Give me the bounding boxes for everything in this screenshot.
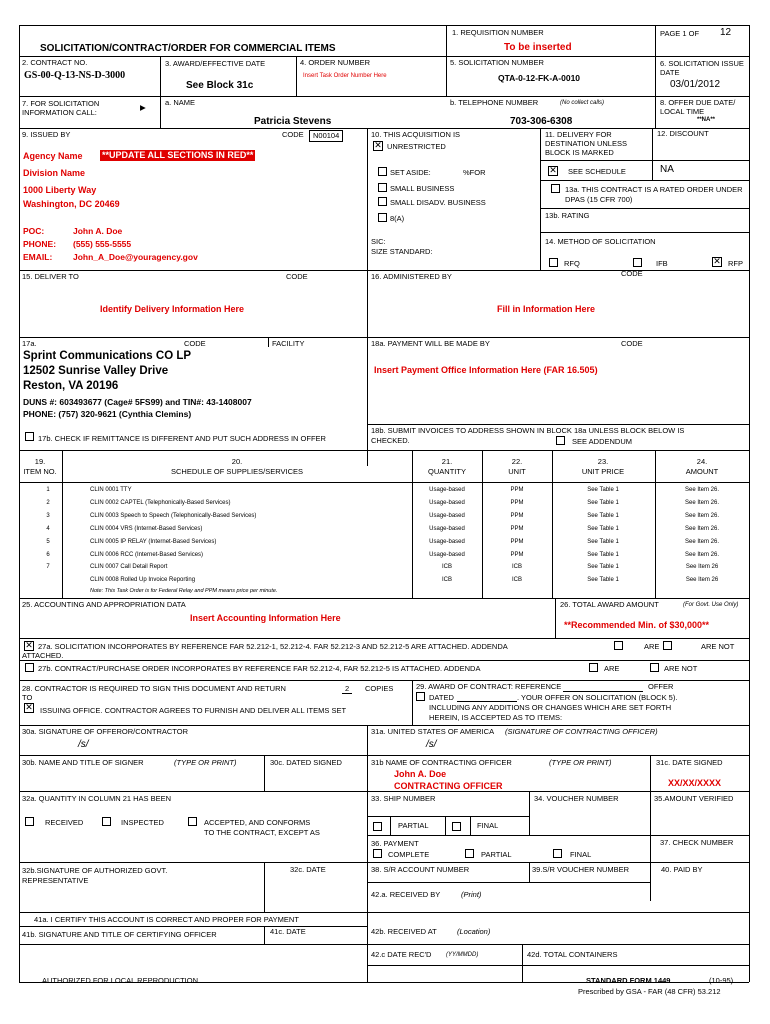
tel-value[interactable]: 703-306-6308 [510, 116, 573, 127]
deliver-to-label: 15. DELIVER TO [22, 272, 79, 281]
sic-label: SIC: [371, 237, 386, 246]
item-qty: ICB [441, 577, 453, 583]
local-reproduction: AUTHORIZED FOR LOCAL REPRODUCTION [42, 976, 198, 985]
accounting-value[interactable]: Insert Accounting Information Here [190, 613, 341, 623]
item-no: 7 [46, 564, 50, 570]
col-unit-price: UNIT PRICE [581, 467, 625, 476]
arrow-right-icon: ▶ [140, 103, 146, 112]
item-qty: Usage-based [429, 526, 465, 532]
eight-a-checkbox[interactable] [378, 213, 387, 222]
update-note: **UPDATE ALL SECTIONS IN RED** [102, 150, 254, 160]
rfp-checkbox[interactable]: ✕ [713, 257, 721, 267]
contract-no-label: 2. CONTRACT NO. [22, 58, 88, 67]
b27b-are-not-label: ARE NOT [664, 664, 698, 673]
item-qty: Usage-based [429, 487, 465, 493]
col-21-num: 21. [441, 457, 453, 466]
page-total: 12 [720, 27, 732, 38]
b31a-label: 31a. UNITED STATES OF AMERICA [371, 727, 495, 736]
received-label: RECEIVED [45, 818, 84, 827]
name-label: a. NAME [165, 98, 196, 107]
item-amount: See Item 26 [685, 564, 719, 570]
tel-label: b. TELEPHONE NUMBER [450, 98, 539, 107]
co-name[interactable]: John A. Doe [394, 769, 447, 779]
division-name[interactable]: Division Name [23, 168, 86, 178]
b31c-label: 31c. DATE SIGNED [656, 758, 723, 767]
b34-label: 34. VOUCHER NUMBER [534, 794, 619, 803]
ifb-checkbox[interactable] [633, 258, 642, 267]
item-unit: PPM [510, 513, 524, 519]
b36-final-checkbox[interactable] [553, 849, 562, 858]
invoice-label: 18b. SUBMIT INVOICES TO ADDRESS SHOWN IN BLOCK 18a UNLESS BLOCK BELOW IS CHECKED. [371, 426, 685, 445]
b29-your-offer: . YOUR OFFER ON SOLICITATION (BLOCK 5). [517, 693, 678, 702]
email-value[interactable]: John_A_Doe@youragency.gov [73, 252, 198, 262]
b33-divider-3 [470, 816, 471, 835]
total-award-note: (For Govt. Use Only) [683, 602, 739, 608]
remittance-label: 17b. CHECK IF REMITTANCE IS DIFFERENT AND PUT SUCH ADDRESS IN OFFER [38, 434, 326, 443]
small-business-checkbox[interactable] [378, 183, 387, 192]
col-quantity: QUANTITY [428, 467, 466, 476]
b30a-label: 30a. SIGNATURE OF OFFEROR/CONTRACTOR [22, 727, 188, 736]
payment-code-label: CODE [621, 339, 643, 348]
col-amount: AMOUNT [685, 467, 719, 476]
complete-checkbox[interactable] [373, 849, 382, 858]
item-price: See Table 1 [587, 487, 619, 493]
item-price: See Table 1 [587, 526, 619, 532]
b30b-label: 30b. NAME AND TITLE OF SIGNER [22, 758, 144, 767]
b42a-note: (Print) [461, 890, 482, 899]
contractor-phone[interactable]: PHONE: (757) 320-9621 (Cynthia Clemins) [23, 409, 192, 419]
payment-label: 18a. PAYMENT WILL BE MADE BY [371, 339, 490, 348]
agency-name[interactable]: Agency Name [23, 151, 83, 161]
b41a-label: 41a. I CERTIFY THIS ACCOUNT IS CORRECT AND PROPER FOR PAYMENT [34, 915, 299, 924]
b36-partial-checkbox[interactable] [465, 849, 474, 858]
b28-checkbox[interactable]: ✕ [25, 703, 33, 713]
b36-final-label: FINAL [570, 850, 592, 859]
rfq-checkbox[interactable] [549, 258, 558, 267]
b27b-checkbox[interactable] [25, 663, 34, 672]
rated-order-label: 13a. THIS CONTRACT IS A RATED ORDER UNDER DPAS (15 CFR 700) [565, 185, 743, 204]
accounting-label: 25. ACCOUNTING AND APPROPRIATION DATA [22, 600, 186, 609]
ifb-label: IFB [656, 259, 668, 268]
offer-due-value[interactable]: **NA** [697, 117, 716, 123]
b32a-label: 32a. QUANTITY IN COLUMN 21 HAS BEEN [22, 794, 172, 803]
item-amount: See Item 26. [684, 539, 720, 545]
phone-value[interactable]: (555) 555-5555 [73, 239, 132, 249]
col-unit: UNIT [508, 467, 526, 476]
form-title: SOLICITATION/CONTRACT/ORDER FOR COMMERCIAL ITEMS [40, 43, 336, 54]
item-unit: PPM [510, 539, 524, 545]
b28-copies: COPIES [365, 684, 394, 693]
b33-divider-1 [390, 816, 391, 835]
total-award-value[interactable]: **Recommended Min. of $30,000** [564, 620, 710, 630]
item-unit: PPM [510, 487, 524, 493]
b42b-note: (Location) [457, 927, 491, 936]
order-no-label: 4. ORDER NUMBER [300, 58, 371, 67]
b27a-attached: ATTACHED. [22, 651, 64, 660]
b36-partial-label: PARTIAL [481, 850, 512, 859]
phone-label: PHONE: [23, 239, 57, 249]
item-desc: CLIN 0007 Call Detail Report [90, 564, 168, 570]
eight-a-label: 8(A) [390, 214, 405, 223]
b29-herein: HEREIN, IS ACCEPTED AS TO ITEMS: [429, 713, 563, 722]
delivery-label: 11. DELIVERY FOR DESTINATION UNLESS BLOCK IS MARKED [545, 130, 627, 157]
col-23-num: 23. [597, 457, 609, 466]
see-schedule-label: SEE SCHEDULE [568, 167, 626, 176]
deliver-code-label: CODE [286, 272, 308, 281]
item-desc: CLIN 0003 Speech to Speech (Telephonically-Based Services) [90, 513, 257, 519]
item-desc: CLIN 0005 IP RELAY (Internet-Based Services) [90, 539, 217, 545]
to-contract-label: TO THE CONTRACT, EXCEPT AS [204, 828, 320, 837]
issued-by-label: 9. ISSUED BY [22, 130, 71, 139]
requisition-label: 1. REQUISITION NUMBER [452, 28, 544, 37]
small-disadv-label: SMALL DISADV. BUSINESS [390, 198, 486, 207]
b27b-are-checkbox[interactable] [589, 663, 598, 672]
b33-partial-label: PARTIAL [398, 821, 429, 830]
b33-partial-checkbox[interactable] [373, 822, 382, 831]
item-amount: See Item 26. [684, 500, 720, 506]
rfp-label: RFP [728, 259, 743, 268]
name-value[interactable]: Patricia Stevens [254, 116, 332, 127]
b31b-label: 31b NAME OF CONTRACTING OFFICER [371, 758, 512, 767]
acquisition-label: 10. THIS ACQUISITION IS [371, 130, 461, 139]
sol-no-label: 5. SOLICITATION NUMBER [450, 58, 544, 67]
b30c-label: 30c. DATED SIGNED [270, 758, 342, 767]
item-desc: CLIN 0002 CAPTEL (Telephonically-Based Services) [90, 500, 231, 506]
item-unit: ICB [511, 577, 523, 583]
item-unit: PPM [510, 526, 524, 532]
unrestricted-label: UNRESTRICTED [387, 142, 446, 151]
item-unit: PPM [510, 500, 524, 506]
col-22-num: 22. [511, 457, 523, 466]
b30b-note: (TYPE OR PRINT) [174, 758, 237, 767]
b28-copies-num[interactable]: 2 [342, 685, 352, 694]
discount-value[interactable]: NA [660, 164, 674, 175]
item-qty: Usage-based [429, 500, 465, 506]
item-qty: Usage-based [429, 552, 465, 558]
set-aside-checkbox[interactable] [378, 167, 387, 176]
payment-value[interactable]: Insert Payment Office Information Here (FAR 16.505) [374, 365, 598, 375]
complete-label: COMPLETE [388, 850, 430, 859]
addendum-checkbox[interactable] [556, 436, 565, 445]
b37-label: 37. CHECK NUMBER [660, 838, 734, 847]
contractor-address-1[interactable]: 12502 Sunrise Valley Drive [23, 365, 169, 377]
b33-final-label: FINAL [477, 821, 499, 830]
see-addendum-label: SEE ADDENDUM [572, 437, 633, 446]
standard-form: STANDARD FORM 1449 [586, 976, 671, 985]
b42c-note: (YY/MMDD) [446, 952, 479, 958]
b31a-signature[interactable]: /s/ [426, 739, 437, 750]
b27b-label: 27b. CONTRACT/PURCHASE ORDER INCORPORATES BY REFERENCE FAR 52.212-4, FAR 52.212-5 IS ATTACHED. ADDENDA [38, 664, 481, 673]
b27a-label: 27a. SOLICITATION INCORPORATES BY REFERENCE FAR 52.212-1, 52.212-4. FAR 52.212-3 AND 52.212-5 ARE ATTACHED. ADDENDA [38, 642, 508, 651]
b27a-checkbox[interactable]: ✕ [25, 641, 33, 651]
b42d-label: 42d. TOTAL CONTAINERS [527, 950, 618, 959]
item-no: 1 [46, 487, 50, 493]
rated-order-checkbox[interactable] [551, 184, 560, 193]
b40-label: 40. PAID BY [661, 865, 703, 874]
b41b-label: 41b. SIGNATURE AND TITLE OF CERTIFYING OFFICER [22, 930, 217, 939]
facility-label: FACILITY [272, 339, 305, 348]
b27a-are-not-label: ARE NOT [701, 642, 735, 651]
item-price: See Table 1 [587, 564, 619, 570]
b27a-are-checkbox[interactable] [614, 641, 623, 650]
b42a-label: 42.a. RECEIVED BY [371, 890, 441, 899]
b42b-label: 42b. RECEIVED AT [371, 927, 437, 936]
b31a-note: (SIGNATURE OF CONTRACTING OFFICER) [505, 727, 658, 736]
item-price: See Table 1 [587, 552, 619, 558]
contractor-address-2[interactable]: Reston, VA 20196 [23, 380, 119, 392]
facility-divider [268, 337, 269, 347]
b27a-are-label: ARE [644, 642, 660, 651]
b29-including: INCLUDING ANY ADDITIONS OR CHANGES WHICH ARE SET FORTH [429, 703, 672, 712]
item-unit: PPM [510, 552, 524, 558]
item-price: See Table 1 [587, 500, 619, 506]
item-qty: Usage-based [429, 513, 465, 519]
item-amount: See Item 26. [684, 552, 720, 558]
sol-info-label: 7. FOR SOLICITATION INFORMATION CALL: [22, 99, 100, 117]
co-title[interactable]: CONTRACTING OFFICER [394, 782, 503, 790]
item-desc: CLIN 0006 RCC (Internet-Based Services) [90, 552, 204, 558]
item-desc: CLIN 0008 Rolled Up Invoice Reporting [90, 577, 196, 583]
page-label: PAGE 1 OF [660, 29, 700, 38]
item-price: See Table 1 [587, 539, 619, 545]
contractor-name[interactable]: Sprint Communications CO LP [23, 350, 192, 362]
sol-no-value[interactable]: QTA-0-12-FK-A-0010 [498, 73, 581, 83]
b30a-signature[interactable]: /s/ [78, 739, 89, 750]
b29-checkbox[interactable] [416, 692, 425, 701]
tel-note: (No collect calls) [560, 100, 605, 106]
b38-label: 38. S/R ACCOUNT NUMBER [371, 865, 470, 874]
received-checkbox[interactable] [25, 817, 34, 826]
item-amount: See Item 26. [684, 487, 720, 493]
size-standard-label: SIZE STANDARD: [371, 247, 433, 256]
b31c-value[interactable]: XX/XX/XXXX [668, 778, 722, 788]
col-24-num: 24. [696, 457, 708, 466]
order-no-value[interactable]: Insert Task Order Number Here [303, 73, 387, 79]
b33-divider-2 [445, 816, 446, 835]
unrestricted-checkbox[interactable]: ✕ [374, 141, 382, 151]
b41c-label: 41c. DATE [270, 927, 306, 936]
item-amount: See Item 26. [684, 526, 720, 532]
remittance-checkbox[interactable] [25, 432, 34, 441]
inspected-checkbox[interactable] [102, 817, 111, 826]
item-no: 5 [46, 539, 50, 545]
item-no: 3 [46, 513, 50, 519]
offer-due-label: 8. OFFER DUE DATE/ LOCAL TIME [660, 98, 736, 116]
item-no: 2 [46, 500, 50, 506]
award-date-label: 3. AWARD/EFFECTIVE DATE [165, 59, 266, 68]
b33-row-line [367, 816, 529, 817]
issued-code-label: CODE [282, 130, 304, 139]
b28-to: TO [22, 693, 33, 702]
email-label: EMAIL: [23, 252, 53, 262]
b39-label: 39.S/R VOUCHER NUMBER [532, 865, 630, 874]
item-desc: CLIN 0001 TTY [90, 487, 132, 493]
address-line-1[interactable]: 1000 Liberty Way [23, 185, 97, 195]
duns[interactable]: DUNS #: 603493677 (Cage# 5FS99) and TIN#: 43-1408007 [23, 397, 252, 407]
contract-no-value[interactable]: GS-00-Q-13-NS-D-3000 [24, 70, 126, 81]
poc-value[interactable]: John A. Doe [73, 226, 123, 236]
small-business-label: SMALL BUSINESS [390, 184, 455, 193]
b33-final-checkbox[interactable] [452, 822, 461, 831]
item-price: See Table 1 [587, 513, 619, 519]
b35-label: 35.AMOUNT VERIFIED [654, 794, 734, 803]
sol-date-label: 6. SOLICITATION ISSUE DATE [660, 59, 744, 77]
small-disadv-checkbox[interactable] [378, 197, 387, 206]
item-qty: ICB [441, 564, 453, 570]
requisition-value[interactable]: To be inserted [504, 42, 572, 53]
address-line-2[interactable]: Washington, DC 20469 [23, 199, 120, 209]
b28-label: 28. CONTRACTOR IS REQUIRED TO SIGN THIS DOCUMENT AND RETURN [22, 684, 286, 693]
b32b-label: 32b.SIGNATURE OF AUTHORIZED GOVT. REPRESENTATIVE [22, 866, 168, 885]
method-code-label: CODE [621, 269, 643, 278]
deliver-to-value[interactable]: Identify Delivery Information Here [100, 304, 245, 314]
item-desc: CLIN 0004 VRS (Internet-Based Services) [90, 526, 203, 532]
pct-for-label: %FOR [463, 168, 486, 177]
item-no: 4 [46, 526, 50, 532]
award-date-value[interactable]: See Block 31c [186, 80, 254, 91]
b29-label: 29. AWARD OF CONTRACT: REFERENCE [416, 682, 562, 691]
b27a-are-not-checkbox[interactable] [663, 641, 672, 650]
col-19-num: 19. [34, 457, 46, 466]
accepted-checkbox[interactable] [188, 817, 197, 826]
rfq-label: RFQ [564, 259, 580, 268]
poc-label: POC: [23, 226, 45, 236]
b27b-are-not-checkbox[interactable] [650, 663, 659, 672]
standard-form-rev: (10-95) [709, 976, 734, 985]
b36-label: 36. PAYMENT [371, 839, 419, 848]
item-amount: See Item 26 [685, 577, 719, 583]
discount-label: 12. DISCOUNT [657, 129, 709, 138]
b29-offer: OFFER [648, 682, 674, 691]
rating-label: 13b. RATING [545, 211, 590, 220]
b32c-label: 32c. DATE [290, 865, 326, 874]
inspected-label: INSPECTED [121, 818, 164, 827]
col-20-num: 20. [231, 457, 243, 466]
b42c-label: 42.c DATE REC'D [371, 950, 432, 959]
contractor-code-label: CODE [184, 339, 206, 348]
item-unit: ICB [511, 564, 523, 570]
administered-by-value[interactable]: Fill in Information Here [497, 304, 596, 314]
accepted-label: ACCEPTED, AND CONFORMS [204, 818, 311, 827]
administered-by-label: 16. ADMINISTERED BY [371, 272, 452, 281]
prescribed-by: Prescribed by GSA - FAR (48 CFR) 53.212 [578, 987, 721, 996]
item-amount: See Item 26. [684, 513, 720, 519]
method-label: 14. METHOD OF SOLICITATION [545, 237, 656, 246]
contractor-label: 17a. [22, 339, 37, 348]
col-item-no: ITEM NO. [23, 467, 57, 476]
b28-agree: ISSUING OFFICE. CONTRACTOR AGREES TO FURNISH AND DELIVER ALL ITEMS SET [40, 706, 347, 715]
sol-date-value[interactable]: 03/01/2012 [670, 79, 721, 90]
b29-date-line [457, 701, 517, 702]
set-aside-label: SET ASIDE: [390, 168, 431, 177]
item-no: 6 [46, 552, 50, 558]
issued-code-value[interactable]: N00104 [309, 130, 343, 142]
col-schedule: SCHEDULE OF SUPPLIES/SERVICES [171, 467, 303, 476]
total-award-label: 26. TOTAL AWARD AMOUNT [560, 600, 659, 609]
b27b-are-label: ARE [604, 664, 620, 673]
schedule-note: Note: This Task Order is for Federal Relay and PPM means price per minute. [90, 588, 278, 594]
see-schedule-checkbox[interactable]: ✕ [549, 166, 557, 176]
b31b-note: (TYPE OR PRINT) [549, 758, 612, 767]
b33-label: 33. SHIP NUMBER [371, 794, 436, 803]
b29-ref-line [563, 691, 643, 692]
item-qty: Usage-based [429, 539, 465, 545]
b29-dated: DATED [429, 693, 454, 702]
item-price: See Table 1 [587, 577, 619, 583]
